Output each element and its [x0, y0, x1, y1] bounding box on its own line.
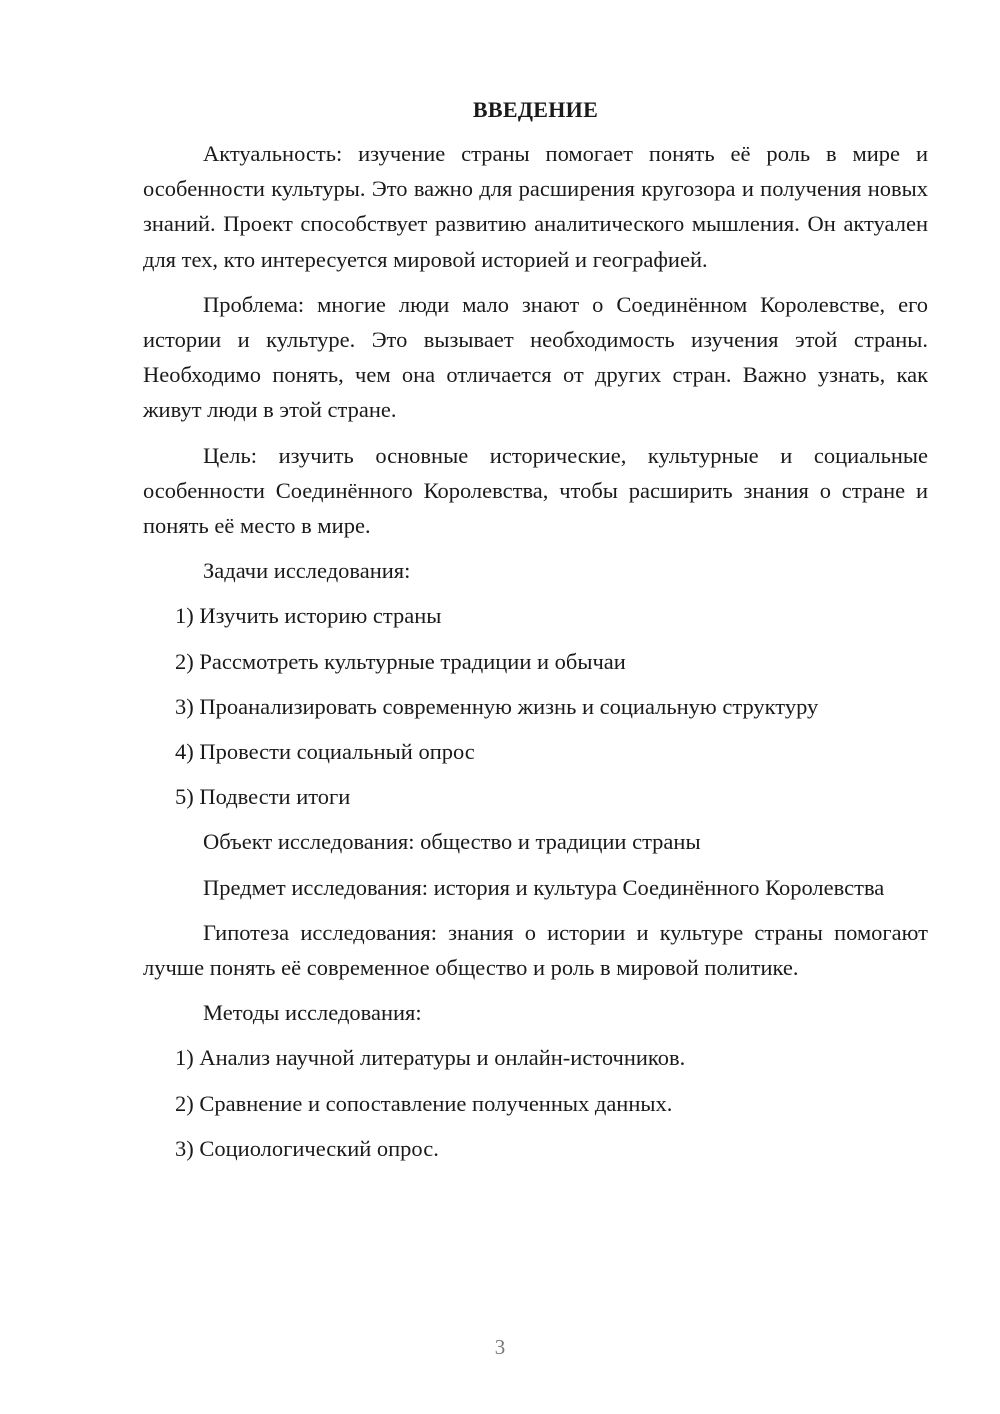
hypothesis-paragraph: Гипотеза исследования: знания о истории и культуре страны помогают лучше понять её современное общество и роль в мировой политике. — [143, 919, 928, 981]
list-item: 3) Социологический опрос. — [175, 1135, 439, 1161]
document-page — [143, 96, 928, 1176]
list-item: 1) Анализ научной литературы и онлайн-источников. — [175, 1045, 686, 1071]
methods-list — [143, 1040, 928, 1166]
relevance-paragraph: Актуальность: изучение страны помогает понять её роль в мире и особенности культуры. Это важно для расширения кругозора и получения новых знаний. Проект способствует развитию аналитического мышления. Он актуален для тех, кто интересуется мировой историей и географией. — [143, 141, 928, 272]
tasks-heading: Задачи исследования: — [203, 558, 411, 584]
problem-paragraph: Проблема: многие люди мало знают о Соединённом Королевстве, его истории и культуре. Это вызывает необходимость изучения этой страны. Необходимо понять, чем она отличается от других стран. Важно узнать, как живут люди в этой стране. — [143, 291, 928, 423]
list-item: 1) Изучить историю страны — [175, 603, 442, 629]
subject-paragraph: Предмет исследования: история и культура Соединённого Королевства — [203, 874, 885, 900]
list-item: 5) Подвести итоги — [175, 784, 351, 810]
goal-paragraph: Цель: изучить основные исторические, культурные и социальные особенности Соединённого Королевства, чтобы расширить знания о стране и понять её место в мире. — [143, 442, 928, 539]
page-number: 3 — [494, 1335, 506, 1359]
object-line: Объект исследования: общество и традиции страны — [203, 829, 701, 855]
list-item: 4) Провести социальный опрос — [175, 739, 475, 765]
list-item: 3) Проанализировать современную жизнь и социальную структуру — [175, 693, 819, 719]
list-item: 2) Рассмотреть культурные традиции и обычаи — [175, 648, 626, 674]
tasks-list — [143, 598, 928, 814]
section-title: ВВЕДЕНИЕ — [472, 97, 599, 122]
methods-heading: Методы исследования: — [203, 1000, 422, 1026]
list-item: 2) Сравнение и сопоставление полученных данных. — [175, 1090, 673, 1116]
